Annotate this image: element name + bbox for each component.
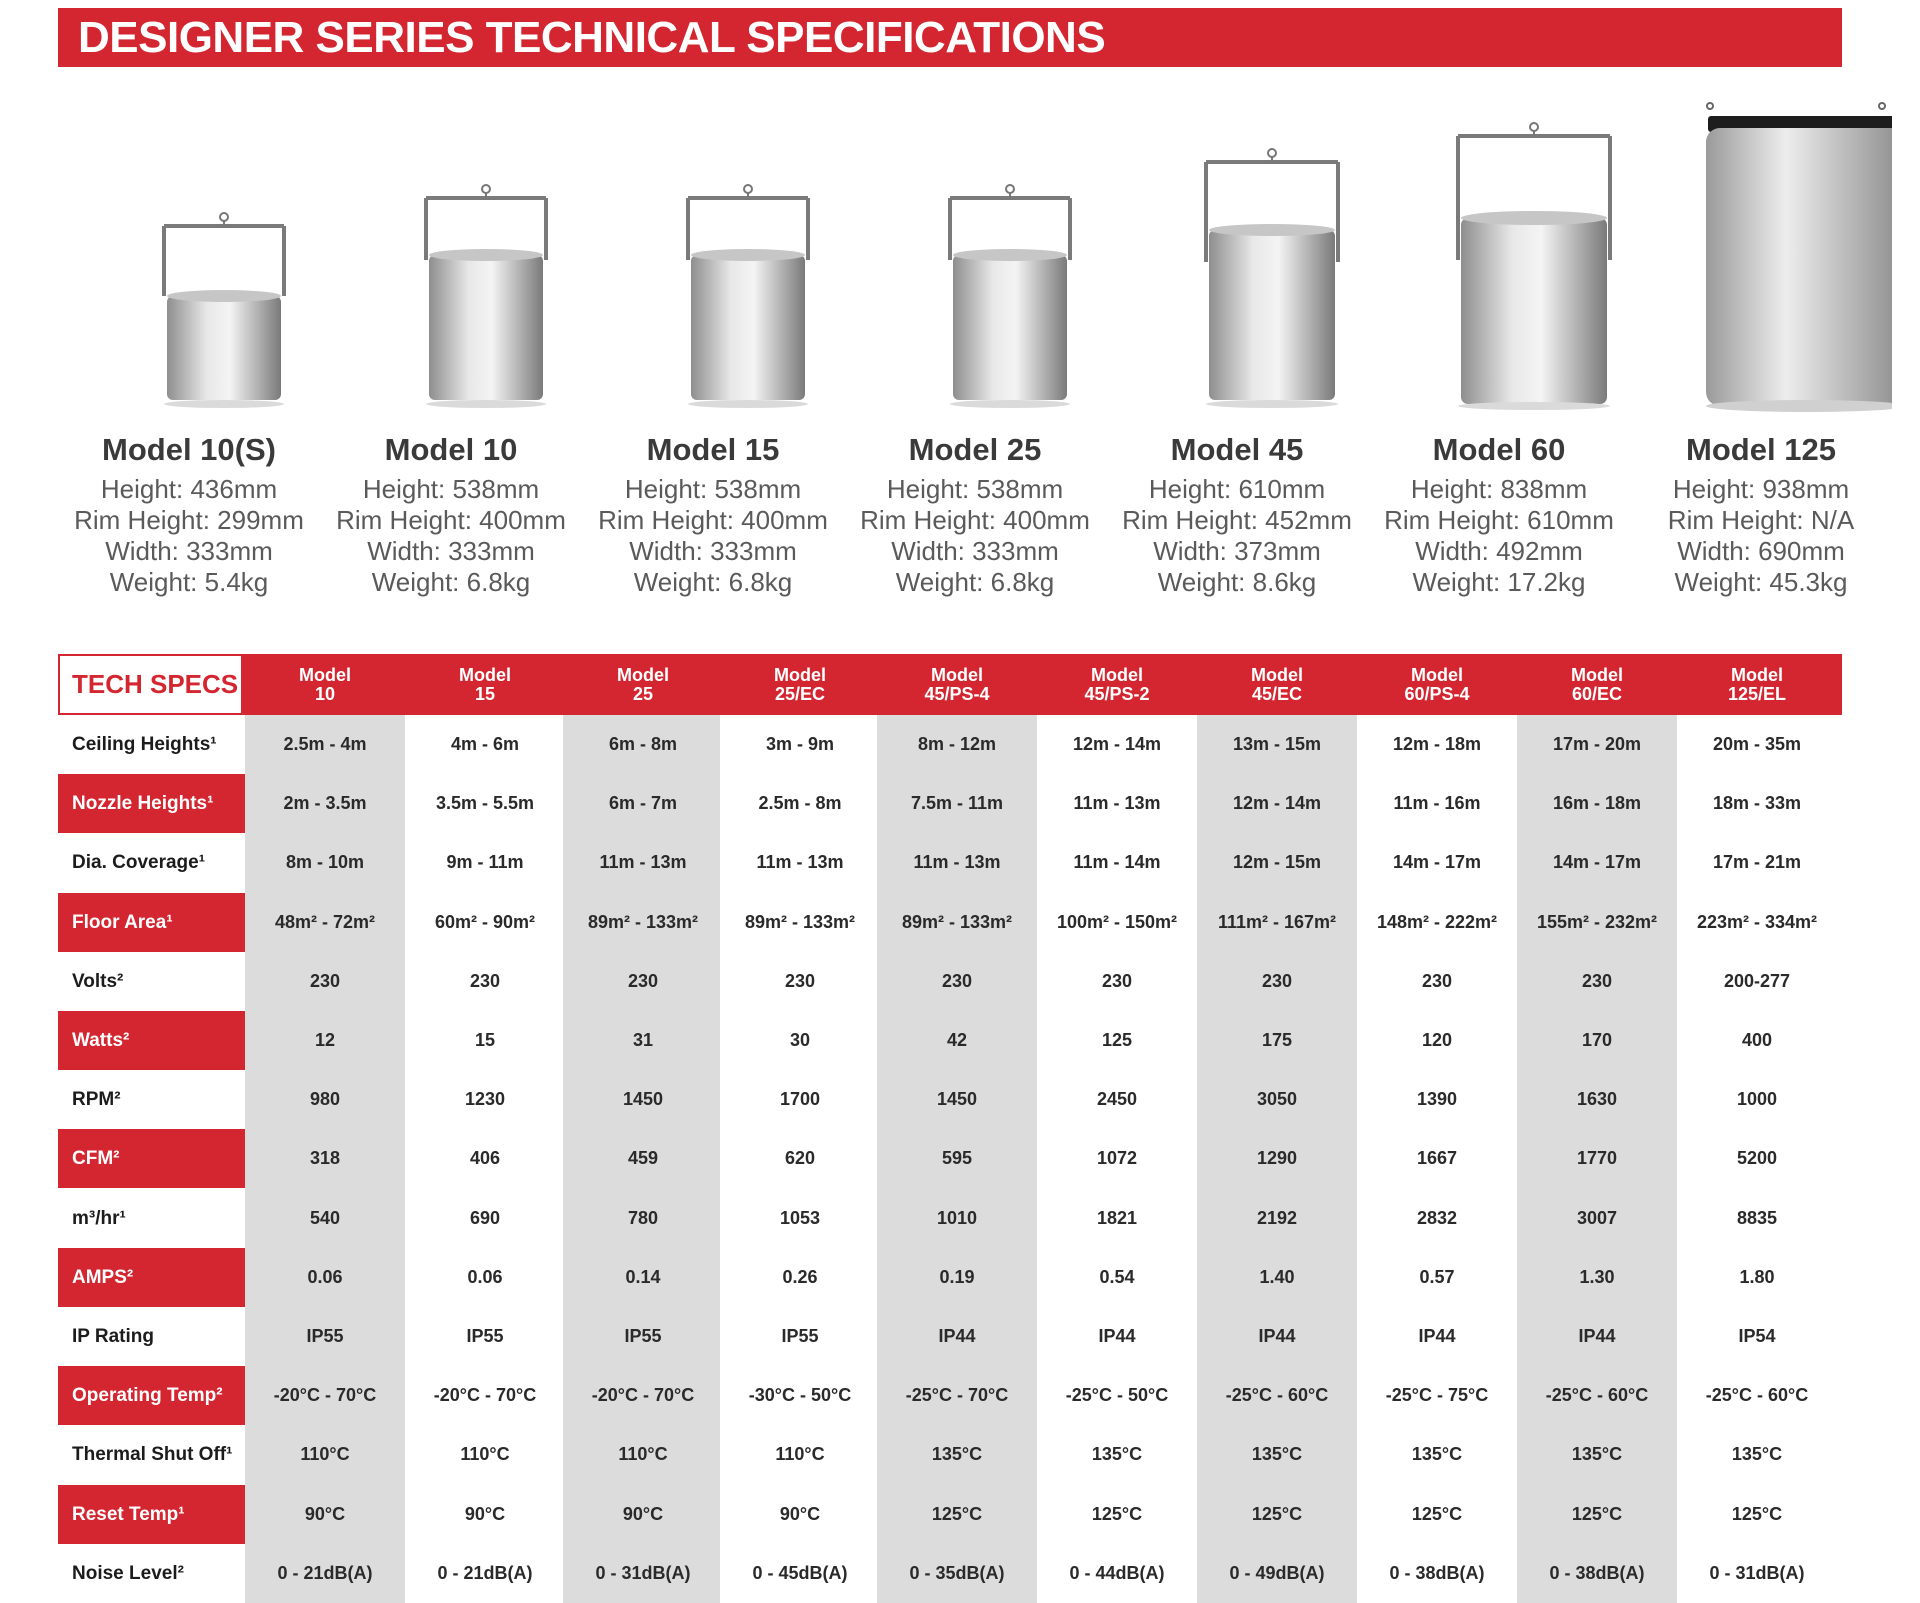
table-cell: 230 (627, 970, 659, 991)
table-cell: 0.57 (1419, 1266, 1455, 1287)
table-cell: 230 (1421, 970, 1453, 991)
product-width: Width: 373mm (1153, 536, 1321, 566)
product-height: Height: 838mm (1410, 474, 1588, 504)
table-cell: 11m - 14m (1073, 852, 1161, 873)
table-cell: 148m² - 222m² (1376, 911, 1498, 932)
table-cell: 3m - 9m (765, 734, 835, 754)
table-cell: 155m² - 232m² (1536, 911, 1658, 932)
table-cell: 230 (1101, 970, 1133, 991)
table-cell: 3.5m - 5.5m (435, 793, 535, 814)
table-cell: IP44 (938, 1326, 976, 1346)
table-cell: -25°C - 60°C (1545, 1385, 1649, 1406)
row-label: Floor Area¹ (58, 893, 245, 952)
column-header-line2: 45/PS-4 (924, 684, 990, 704)
table-row (58, 1248, 1842, 1307)
table-cell: 7.5m - 11m (910, 793, 1004, 814)
table-cell: 110°C (775, 1444, 825, 1465)
table-cell: IP55 (306, 1326, 344, 1346)
table-row (58, 1425, 1842, 1484)
table-header-label: TECH SPECS (60, 656, 241, 713)
table-cell: 3050 (1256, 1089, 1298, 1110)
table-cell: IP55 (466, 1326, 504, 1346)
table-cell: 200-277 (1723, 970, 1791, 991)
row-label: IP Rating (72, 1326, 154, 1347)
product-width: Width: 333mm (891, 536, 1059, 566)
table-cell: 0.54 (1099, 1266, 1135, 1287)
table-row (58, 1307, 1842, 1366)
table-cell: 135°C (1251, 1444, 1303, 1465)
table-cell: 125 (1101, 1030, 1133, 1050)
fan-image (320, 100, 582, 430)
row-label: Watts² (58, 1011, 245, 1070)
fan-image (582, 100, 844, 430)
table-cell: 12m - 18m (1392, 734, 1482, 754)
table-cell: 125°C (1731, 1503, 1783, 1524)
table-cell: 11m - 16m (1393, 793, 1481, 814)
product-card (582, 100, 844, 620)
table-cell: 110°C (300, 1444, 350, 1465)
product-height: Height: 538mm (624, 474, 802, 504)
table-cell: 230 (469, 970, 501, 991)
table-cell: 12m - 15m (1232, 852, 1322, 873)
table-cell: -20°C - 70°C (433, 1385, 537, 1406)
fan-image (1630, 100, 1892, 430)
table-cell: IP44 (1098, 1326, 1136, 1346)
table-cell: 780 (627, 1207, 659, 1228)
table-cell: 11m - 13m (1073, 793, 1161, 814)
column-header-line2: 60/PS-4 (1404, 684, 1470, 704)
table-cell: 1.30 (1579, 1266, 1615, 1287)
table-row (58, 1011, 1842, 1070)
column-header (720, 666, 880, 704)
column-header-line1: Model (931, 665, 983, 685)
table-cell: 111m² - 167m² (1217, 911, 1337, 932)
table-cell: 3007 (1576, 1207, 1618, 1228)
fan-image (844, 100, 1106, 430)
column-header-line2: 25 (632, 684, 654, 704)
fan-image (1368, 100, 1630, 430)
product-rim-height: Rim Height: 299mm (74, 505, 304, 535)
table-cell: -25°C - 60°C (1225, 1385, 1329, 1406)
table-cell: 980 (309, 1089, 341, 1110)
product-width: Width: 690mm (1677, 536, 1845, 566)
table-cell: 230 (309, 970, 341, 991)
fan-image (58, 100, 320, 430)
table-cell: IP55 (624, 1326, 662, 1346)
product-weight: Weight: 5.4kg (109, 567, 269, 597)
product-rim-height: Rim Height: N/A (1667, 505, 1855, 535)
column-header-line1: Model (1251, 665, 1303, 685)
product-width: Width: 492mm (1415, 536, 1583, 566)
table-cell: 20m - 35m (1712, 734, 1802, 754)
table-cell: 5200 (1736, 1148, 1778, 1169)
table-cell: IP54 (1738, 1326, 1776, 1346)
table-row (58, 1366, 1842, 1425)
table-cell: 1770 (1576, 1148, 1618, 1169)
table-row (58, 833, 1842, 892)
table-cell: 9m - 11m (446, 852, 524, 873)
column-header-line2: 25/EC (774, 684, 826, 704)
table-cell: 1821 (1096, 1207, 1138, 1228)
column-header (877, 666, 1037, 704)
table-cell: 0 - 35dB(A) (909, 1562, 1005, 1583)
table-cell: 6m - 8m (608, 734, 678, 754)
table-cell: 1072 (1096, 1148, 1138, 1169)
table-cell: 8835 (1736, 1207, 1778, 1228)
product-rim-height: Rim Height: 400mm (336, 505, 566, 535)
column-header (563, 666, 723, 704)
table-cell: 6m - 7m (608, 793, 678, 814)
table-cell: 1000 (1736, 1089, 1778, 1110)
product-name: Model 10 (384, 432, 518, 467)
column-header-line1: Model (1731, 665, 1783, 685)
row-label: RPM² (72, 1089, 121, 1111)
product-width: Width: 333mm (105, 536, 273, 566)
table-row (58, 1070, 1842, 1129)
table-cell: 0 - 38dB(A) (1549, 1562, 1645, 1583)
product-rim-height: Rim Height: 400mm (860, 505, 1090, 535)
table-row (58, 1129, 1842, 1188)
table-row (58, 774, 1842, 833)
table-cell: 89m² - 133m² (744, 911, 856, 932)
product-weight: Weight: 8.6kg (1157, 567, 1317, 597)
row-label: Thermal Shut Off¹ (72, 1444, 233, 1466)
product-card (1106, 100, 1368, 620)
table-cell: 2.5m - 4m (283, 734, 367, 754)
table-cell: 14m - 17m (1392, 852, 1482, 873)
product-name: Model 125 (1686, 432, 1836, 467)
table-cell: 11m - 13m (599, 852, 687, 873)
table-cell: 42 (946, 1030, 968, 1050)
page-title: DESIGNER SERIES TECHNICAL SPECIFICATIONS (58, 8, 1842, 67)
table-cell: 11m - 13m (756, 852, 844, 873)
table-cell: 1.40 (1259, 1266, 1295, 1287)
table-cell: 13m - 15m (1232, 734, 1322, 754)
table-cell: 0 - 21dB(A) (437, 1562, 533, 1583)
table-cell: 1700 (779, 1089, 821, 1110)
table-cell: -25°C - 75°C (1385, 1385, 1489, 1406)
column-header-line2: 60/EC (1571, 684, 1623, 704)
table-cell: 17m - 21m (1712, 852, 1802, 873)
table-cell: 1290 (1256, 1148, 1298, 1169)
product-height: Height: 538mm (886, 474, 1064, 504)
table-cell: 0.19 (939, 1266, 975, 1287)
table-cell: 540 (309, 1207, 341, 1228)
row-label: Noise Level² (72, 1562, 184, 1584)
table-cell: 89m² - 133m² (901, 911, 1013, 932)
column-header (405, 666, 565, 704)
column-header-line1: Model (1411, 665, 1463, 685)
table-row (58, 952, 1842, 1011)
table-row (58, 1189, 1842, 1248)
table-cell: 135°C (1731, 1444, 1783, 1465)
table-cell: 0 - 31dB(A) (1709, 1562, 1805, 1583)
table-cell: 230 (1581, 970, 1613, 991)
table-cell: 90°C (779, 1503, 821, 1524)
table-cell: 0 - 21dB(A) (277, 1562, 373, 1583)
table-row (58, 715, 1842, 774)
table-cell: -25°C - 50°C (1065, 1385, 1169, 1406)
row-label: m³/hr¹ (72, 1207, 126, 1229)
table-cell: 2.5m - 8m (758, 793, 842, 814)
row-label: AMPS² (58, 1248, 245, 1307)
table-cell: 0 - 38dB(A) (1389, 1562, 1485, 1583)
table-cell: 17m - 20m (1552, 734, 1642, 754)
column-header-line1: Model (1571, 665, 1623, 685)
row-label: Ceiling Heights¹ (72, 734, 217, 755)
table-cell: 0.06 (467, 1266, 503, 1287)
table-cell: 18m - 33m (1712, 793, 1802, 814)
table-cell: 318 (309, 1148, 341, 1169)
table-cell: 125°C (931, 1503, 983, 1524)
table-cell: 135°C (1411, 1444, 1463, 1465)
table-cell: 1450 (622, 1089, 664, 1110)
product-name: Model 60 (1432, 432, 1566, 467)
table-cell: 595 (941, 1148, 973, 1169)
product-weight: Weight: 6.8kg (371, 567, 531, 597)
product-rim-height: Rim Height: 452mm (1122, 505, 1352, 535)
column-header-line2: 15 (474, 684, 496, 704)
product-height: Height: 436mm (100, 474, 278, 504)
product-width: Width: 333mm (367, 536, 535, 566)
row-label: Reset Temp¹ (58, 1485, 245, 1544)
table-cell: 1450 (936, 1089, 978, 1110)
product-width: Width: 333mm (629, 536, 797, 566)
table-cell: 15 (474, 1030, 496, 1050)
table-cell: 12 (314, 1030, 336, 1050)
table-cell: 2450 (1096, 1089, 1138, 1110)
table-cell: 0 - 45dB(A) (752, 1562, 848, 1583)
table-cell: 31 (632, 1030, 654, 1050)
table-cell: 12m - 14m (1232, 793, 1322, 814)
table-cell: 90°C (304, 1503, 346, 1524)
product-weight: Weight: 6.8kg (895, 567, 1055, 597)
table-cell: 125°C (1571, 1503, 1623, 1524)
table-cell: 110°C (618, 1444, 668, 1465)
table-cell: 170 (1581, 1030, 1613, 1050)
column-header-line2: 45/EC (1251, 684, 1303, 704)
product-card (1630, 100, 1892, 620)
table-cell: 14m - 17m (1552, 852, 1642, 873)
table-cell: 2192 (1256, 1207, 1298, 1228)
table-row (58, 893, 1842, 952)
column-header-line1: Model (299, 665, 351, 685)
row-label: Operating Temp² (58, 1366, 245, 1425)
table-cell: 48m² - 72m² (274, 911, 376, 932)
table-cell: 1010 (936, 1207, 978, 1228)
column-header (1517, 666, 1677, 704)
table-cell: -20°C - 70°C (273, 1385, 377, 1406)
product-weight: Weight: 17.2kg (1412, 567, 1586, 597)
product-name: Model 15 (646, 432, 780, 467)
column-header (1677, 666, 1837, 704)
table-cell: IP44 (1258, 1326, 1296, 1346)
column-header-line1: Model (1091, 665, 1143, 685)
table-cell: 230 (1261, 970, 1293, 991)
table-cell: 8m - 12m (917, 734, 997, 754)
table-row (58, 1485, 1842, 1544)
table-cell: 2m - 3.5m (283, 793, 367, 814)
table-cell: 1053 (779, 1207, 821, 1228)
column-header (1357, 666, 1517, 704)
column-header (1037, 666, 1197, 704)
table-cell: 125°C (1251, 1503, 1303, 1524)
table-cell: 459 (627, 1148, 659, 1169)
table-cell: 135°C (1571, 1444, 1623, 1465)
table-cell: 110°C (460, 1444, 510, 1465)
product-gallery (58, 100, 1918, 620)
product-height: Height: 938mm (1672, 474, 1850, 504)
table-cell: 8m - 10m (285, 852, 365, 873)
table-cell: 406 (469, 1148, 501, 1169)
table-cell: 125°C (1091, 1503, 1143, 1524)
table-cell: 0.26 (782, 1266, 818, 1287)
table-cell: 1630 (1576, 1089, 1618, 1110)
table-cell: 100m² - 150m² (1056, 911, 1178, 932)
product-card (58, 100, 320, 620)
table-cell: 0.06 (307, 1266, 343, 1287)
table-cell: 89m² - 133m² (587, 911, 699, 932)
column-header-line1: Model (459, 665, 511, 685)
table-cell: -20°C - 70°C (591, 1385, 695, 1406)
column-header-line2: 125/EL (1727, 684, 1787, 704)
table-cell: 0.14 (625, 1266, 661, 1287)
product-name: Model 25 (908, 432, 1042, 467)
table-cell: IP44 (1578, 1326, 1616, 1346)
table-cell: 90°C (464, 1503, 506, 1524)
table-cell: -25°C - 70°C (905, 1385, 1009, 1406)
table-cell: 16m - 18m (1552, 793, 1642, 814)
table-cell: 690 (469, 1207, 501, 1228)
table-row (58, 1544, 1842, 1603)
column-header-line1: Model (617, 665, 669, 685)
row-label: Volts² (72, 970, 124, 992)
column-header-line2: 10 (314, 684, 336, 704)
table-cell: 230 (784, 970, 816, 991)
product-height: Height: 538mm (362, 474, 540, 504)
table-cell: IP44 (1418, 1326, 1456, 1346)
table-cell: 0 - 44dB(A) (1069, 1562, 1165, 1583)
table-cell: 0 - 49dB(A) (1229, 1562, 1325, 1583)
table-cell: 125°C (1411, 1503, 1463, 1524)
table-cell: 620 (784, 1148, 816, 1169)
fan-image (1106, 100, 1368, 430)
column-header (245, 666, 405, 704)
table-cell: 2832 (1416, 1207, 1458, 1228)
table-cell: -25°C - 60°C (1705, 1385, 1809, 1406)
product-height: Height: 610mm (1148, 474, 1326, 504)
row-label: Nozzle Heights¹ (58, 774, 245, 833)
table-cell: 90°C (622, 1503, 664, 1524)
product-rim-height: Rim Height: 400mm (598, 505, 828, 535)
row-label: Dia. Coverage¹ (72, 852, 206, 874)
table-cell: 135°C (931, 1444, 983, 1465)
table-cell: 30 (789, 1030, 811, 1050)
product-rim-height: Rim Height: 610mm (1384, 505, 1614, 535)
table-cell: 60m² - 90m² (434, 911, 536, 932)
table-cell: 230 (941, 970, 973, 991)
table-cell: 1390 (1416, 1089, 1458, 1110)
table-cell: 4m - 6m (450, 734, 520, 754)
table-cell: 175 (1261, 1030, 1293, 1050)
table-cell: -30°C - 50°C (748, 1385, 852, 1406)
product-name: Model 45 (1170, 432, 1304, 467)
table-cell: IP55 (781, 1326, 819, 1346)
column-header-line1: Model (774, 665, 826, 685)
product-weight: Weight: 6.8kg (633, 567, 793, 597)
table-cell: 135°C (1091, 1444, 1143, 1465)
table-cell: 0 - 31dB(A) (595, 1562, 691, 1583)
table-cell: 120 (1421, 1030, 1453, 1050)
product-weight: Weight: 45.3kg (1674, 567, 1848, 597)
table-cell: 1230 (464, 1089, 506, 1110)
product-card (1368, 100, 1630, 620)
table-cell: 11m - 13m (913, 852, 1001, 873)
table-cell: 12m - 14m (1072, 734, 1162, 754)
column-header (1197, 666, 1357, 704)
table-cell: 1.80 (1739, 1266, 1775, 1287)
product-card (320, 100, 582, 620)
table-cell: 1667 (1416, 1148, 1458, 1169)
table-cell: 223m² - 334m² (1696, 911, 1818, 932)
column-header-line2: 45/PS-2 (1084, 684, 1150, 704)
product-card (844, 100, 1106, 620)
table-header (58, 654, 1842, 715)
table-cell: 400 (1741, 1030, 1773, 1050)
product-name: Model 10(S) (102, 432, 276, 467)
row-label: CFM² (58, 1129, 245, 1188)
